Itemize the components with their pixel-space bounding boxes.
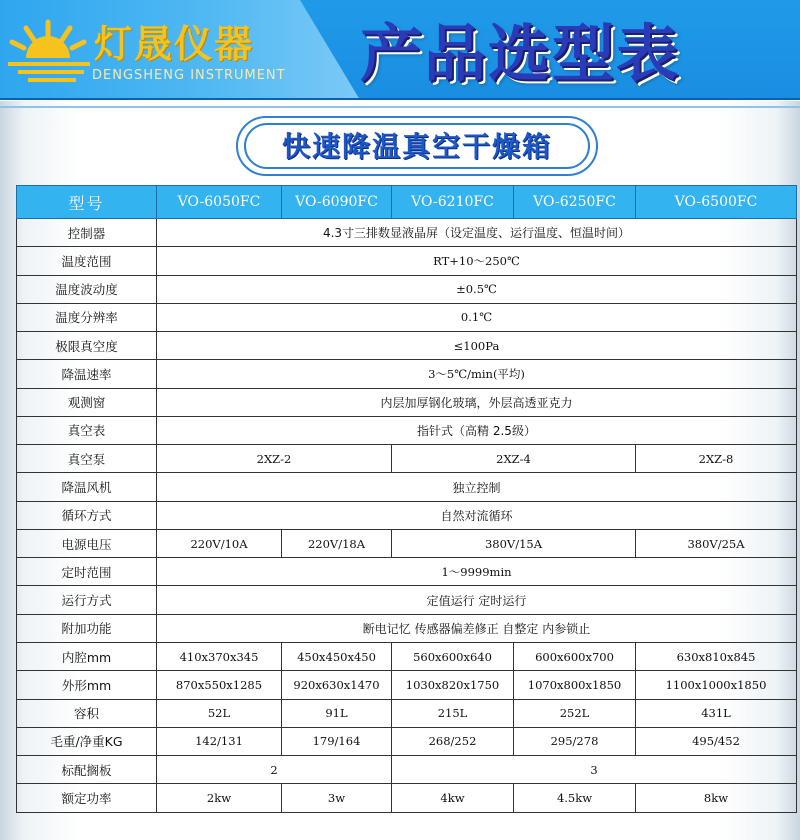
spec-value-cell: 2XZ-4 [392,445,636,473]
header-banner [0,0,800,100]
table-row [17,699,797,727]
spec-value-cell: 252L [514,699,636,727]
spec-value-cell: 91L [282,699,392,727]
spec-value-cell: ±0.5℃ [157,275,797,303]
spec-value-cell: 1100x1000x1850 [636,671,797,699]
spec-value-cell: 自然对流循环 [157,501,797,529]
spec-value-cell: RT+10～250℃ [157,247,797,275]
table-row [17,529,797,557]
spec-value-cell: 2XZ-8 [636,445,797,473]
row-label-cell: 毛重/净重KG [17,727,157,755]
spec-value-cell: 定值运行 定时运行 [157,586,797,614]
subtitle-pill [236,116,598,176]
spec-value-cell: 450x450x450 [282,642,392,670]
spec-value-cell: 560x600x640 [392,642,514,670]
table-row [17,473,797,501]
row-label-cell: 电源电压 [17,529,157,557]
row-label-cell: 额定功率 [17,784,157,812]
spec-value-cell: 8kw [636,784,797,812]
spec-value-cell: 3w [282,784,392,812]
row-label-cell: 标配搁板 [17,756,157,784]
row-label-cell: 降温风机 [17,473,157,501]
spec-value-cell: 380V/15A [392,529,636,557]
table-row [17,360,797,388]
spec-value-cell: 4.5kw [514,784,636,812]
spec-value-cell: 431L [636,699,797,727]
spec-value-cell: 断电记忆 传感器偏差修正 自整定 内参锁止 [157,614,797,642]
panel-top-line [0,106,800,108]
table-row [17,756,797,784]
row-label-cell: 真空泵 [17,445,157,473]
table-row [17,586,797,614]
row-label-cell: 内腔mm [17,642,157,670]
banner-divider [0,98,800,100]
row-label-cell: 真空表 [17,416,157,444]
spec-value-cell: 630x810x845 [636,642,797,670]
table-header-row [17,186,797,219]
table-row [17,275,797,303]
spec-value-cell: 52L [157,699,282,727]
row-label-cell: 定时范围 [17,558,157,586]
spec-value-cell: 295/278 [514,727,636,755]
spec-value-cell: 3～5℃/min(平均) [157,360,797,388]
table-row [17,558,797,586]
spec-value-cell: 3 [392,756,797,784]
row-label-cell: 温度波动度 [17,275,157,303]
spec-value-cell: 4kw [392,784,514,812]
model-header-cell: VO-6090FC [282,186,392,219]
spec-table [16,185,797,813]
table-row [17,247,797,275]
row-label-cell: 外形mm [17,671,157,699]
spec-value-cell: 220V/10A [157,529,282,557]
model-header-cell: VO-6210FC [392,186,514,219]
row-label-cell: 控制器 [17,219,157,247]
spec-value-cell: 600x600x700 [514,642,636,670]
spec-value-cell: 380V/25A [636,529,797,557]
row-label-cell: 运行方式 [17,586,157,614]
spec-value-cell: 2kw [157,784,282,812]
spec-value-cell: 870x550x1285 [157,671,282,699]
table-row [17,303,797,331]
page-title: 产品选型表 [360,17,681,90]
spec-value-cell: 指针式（高精 2.5级） [157,416,797,444]
spec-value-cell: 215L [392,699,514,727]
spec-value-cell: ≤100Pa [157,332,797,360]
row-label-cell: 容积 [17,699,157,727]
table-row [17,416,797,444]
model-header-cell: VO-6500FC [636,186,797,219]
table-row [17,219,797,247]
table-row [17,727,797,755]
table-row [17,671,797,699]
row-label-cell: 降温速率 [17,360,157,388]
row-label-cell: 循环方式 [17,501,157,529]
table-row [17,642,797,670]
spec-value-cell: 410x370x345 [157,642,282,670]
table-row [17,445,797,473]
spec-value-cell: 2 [157,756,392,784]
logo-chinese-name: 灯晟仪器 [94,22,255,66]
row-label-cell: 温度范围 [17,247,157,275]
spec-value-cell: 220V/18A [282,529,392,557]
spec-value-cell: 4.3寸三排数显液晶屏（设定温度、运行温度、恒温时间） [157,219,797,247]
spec-value-cell: 268/252 [392,727,514,755]
row-label-cell: 温度分辨率 [17,303,157,331]
spec-value-cell: 179/164 [282,727,392,755]
table-row [17,388,797,416]
subtitle: 快速降温真空干燥箱 [244,123,590,169]
row-label-cell: 极限真空度 [17,332,157,360]
spec-value-cell: 1～9999min [157,558,797,586]
table-row [17,501,797,529]
spec-value-cell: 内层加厚钢化玻璃，外层高透亚克力 [157,388,797,416]
spec-value-cell: 1030x820x1750 [392,671,514,699]
spec-value-cell: 142/131 [157,727,282,755]
header-label-cell: 型号 [17,186,157,219]
model-header-cell: VO-6250FC [514,186,636,219]
sun-logo-icon [4,14,94,88]
logo-english-name: DENGSHENG INSTRUMENT [92,68,286,83]
row-label-cell: 附加功能 [17,614,157,642]
spec-value-cell: 920x630x1470 [282,671,392,699]
spec-value-cell: 495/452 [636,727,797,755]
table-row [17,614,797,642]
table-row [17,784,797,812]
spec-value-cell: 2XZ-2 [157,445,392,473]
spec-value-cell: 1070x800x1850 [514,671,636,699]
model-header-cell: VO-6050FC [157,186,282,219]
spec-value-cell: 0.1℃ [157,303,797,331]
row-label-cell: 观测窗 [17,388,157,416]
table-row [17,332,797,360]
spec-value-cell: 独立控制 [157,473,797,501]
